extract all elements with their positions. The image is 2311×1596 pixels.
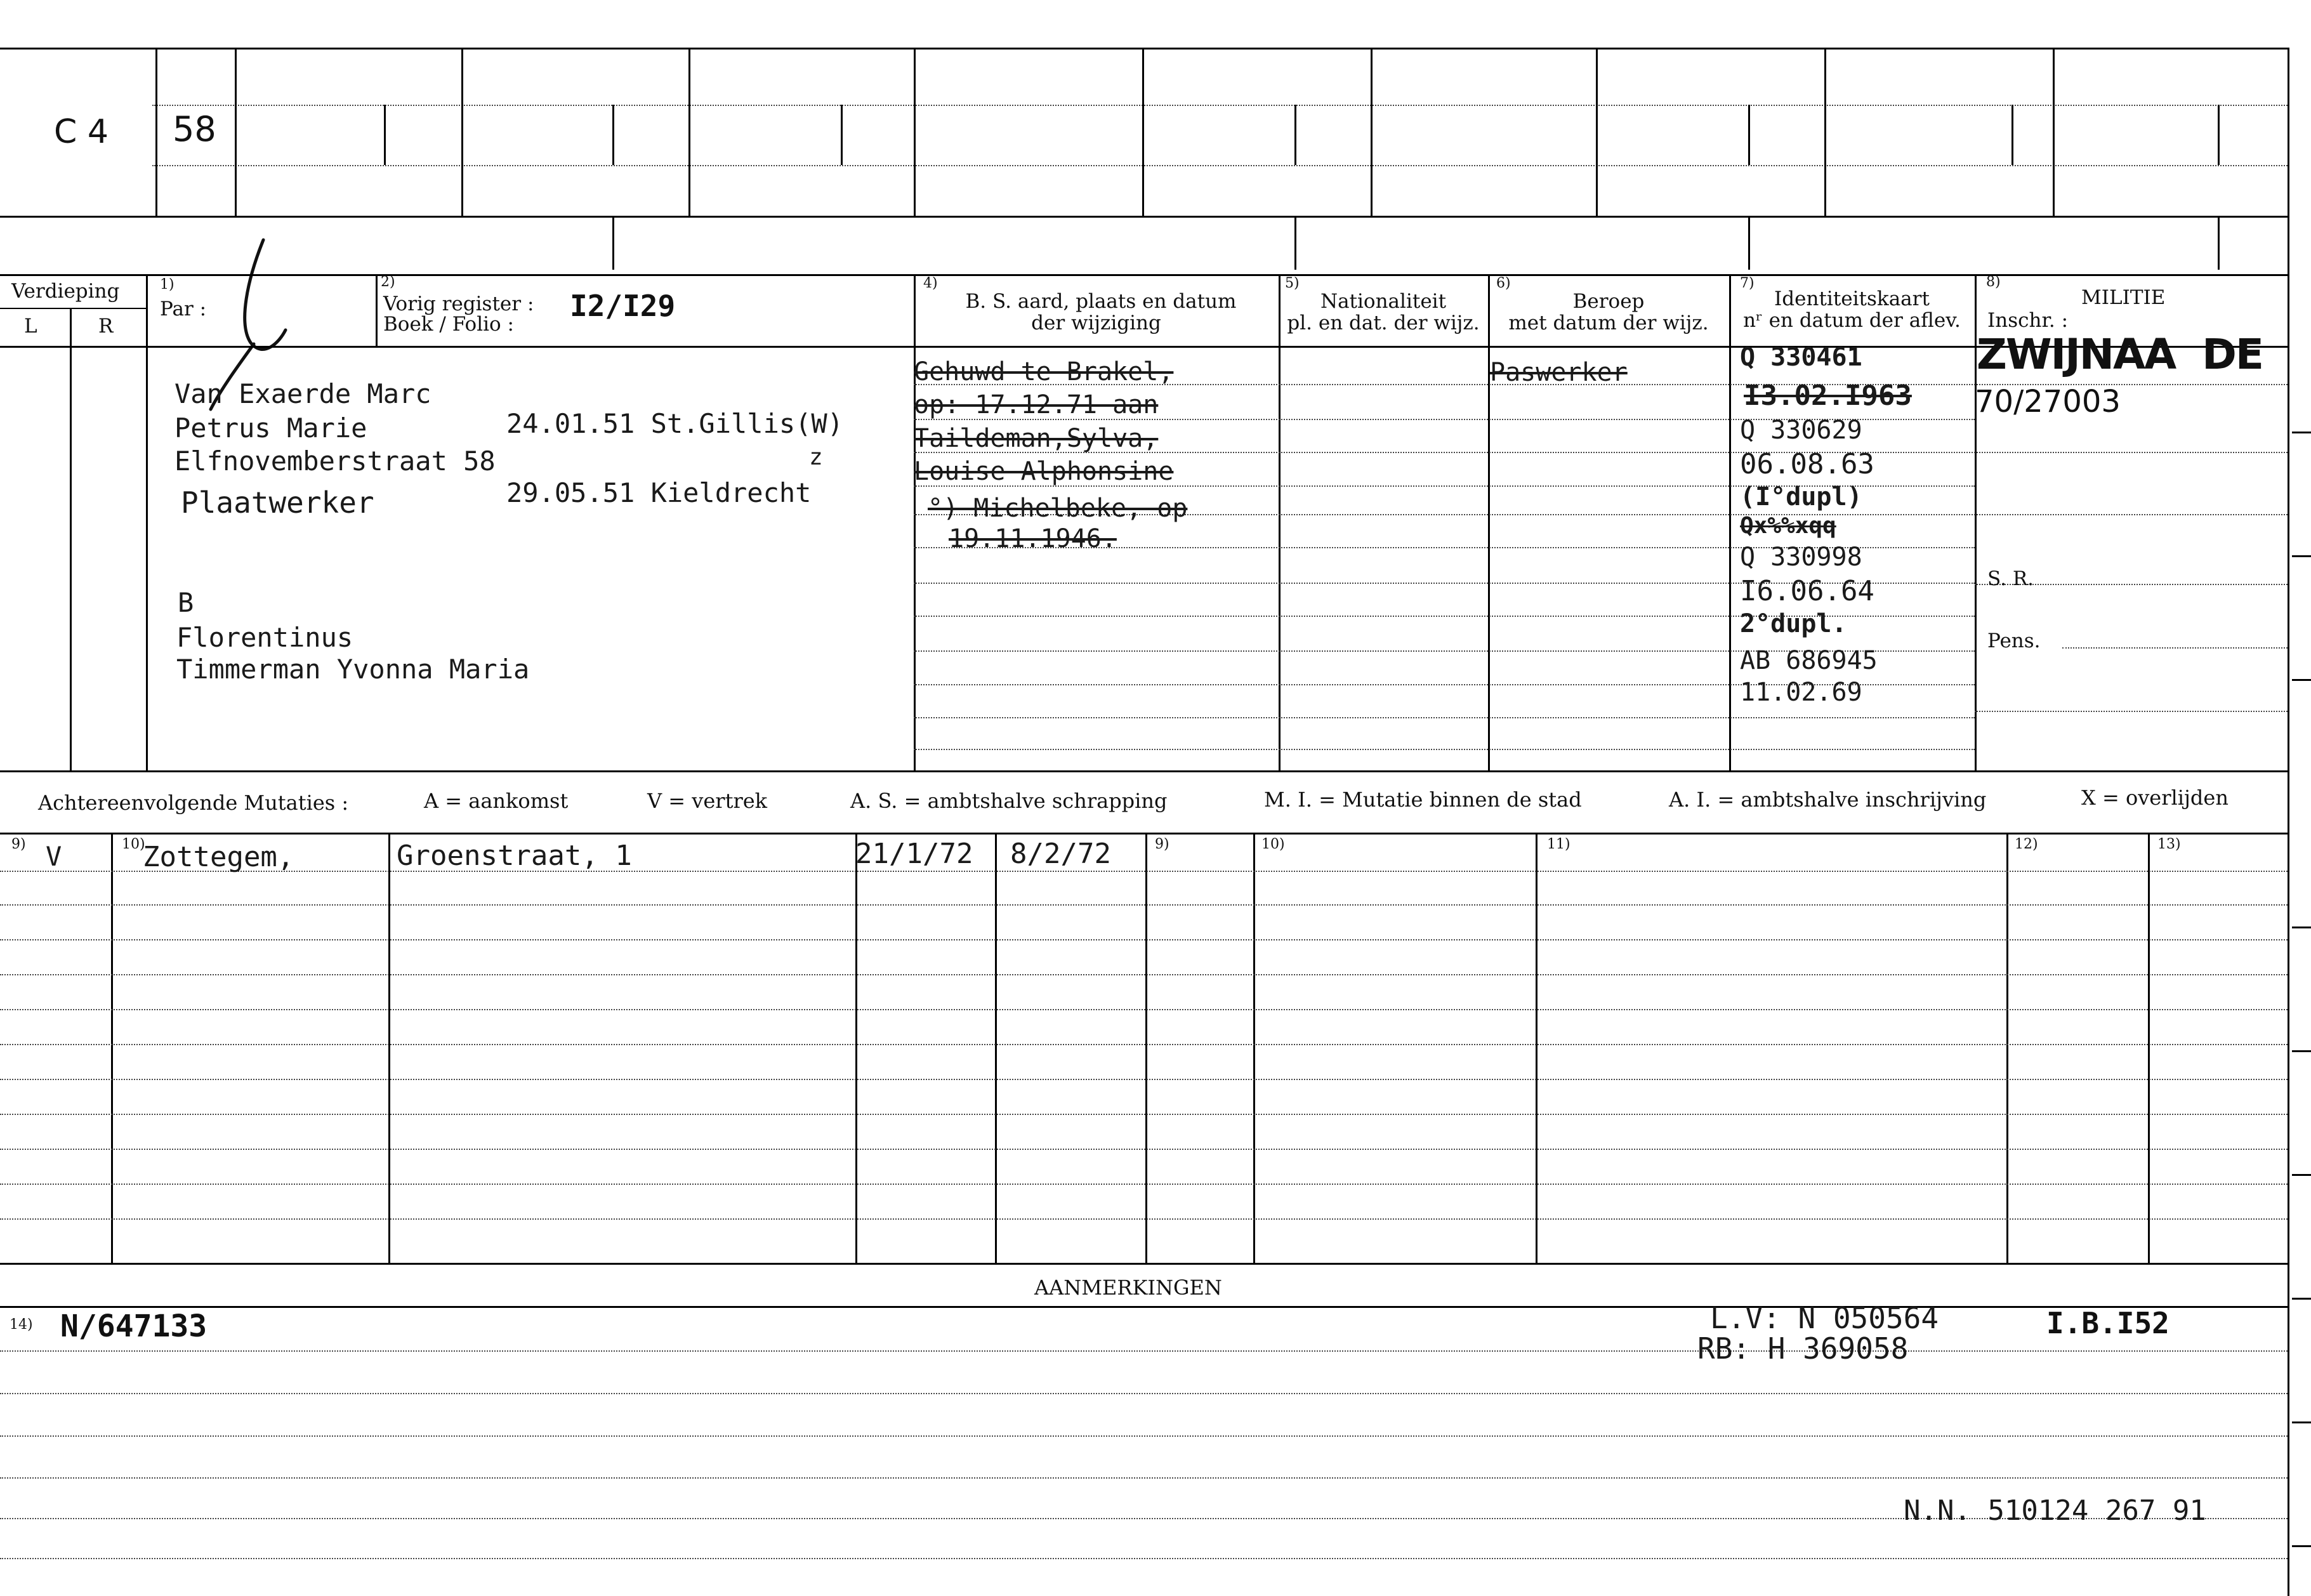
beroep-label-1: Beroep bbox=[1572, 290, 1645, 313]
legend-aankomst: A = aankomst bbox=[424, 789, 569, 813]
id-entry-3: Q 330629 bbox=[1740, 416, 1862, 445]
id-entry-1: Q 330461 bbox=[1740, 343, 1862, 372]
legend-overlijden: X = overlijden bbox=[2081, 786, 2229, 810]
mutaties-label: Achtereenvolgende Mutaties : bbox=[38, 791, 349, 815]
bs-line-5: °) Michelbeke, op bbox=[928, 494, 1188, 523]
id-label-2: nʳ en datum der aflev. bbox=[1743, 309, 1961, 332]
militie-num: 8) bbox=[1986, 274, 2001, 290]
verdieping-label: Verdieping bbox=[11, 280, 120, 303]
legend-inschrijving: A. I. = ambtshalve inschrijving bbox=[1669, 788, 1987, 812]
col-num-10a: 10) bbox=[122, 836, 145, 852]
id-label-1: Identiteitskaart bbox=[1774, 287, 1930, 310]
legend-schrapping: A. S. = ambtshalve schrapping bbox=[850, 789, 1168, 813]
aanmerkingen-number: N/647133 bbox=[60, 1309, 207, 1344]
aanmerkingen-ib: I.B.I52 bbox=[2046, 1306, 2169, 1340]
bs-line-6: 19.11.1946. bbox=[949, 524, 1117, 553]
person-z: z bbox=[809, 444, 823, 470]
pens-label: Pens. bbox=[1987, 630, 2041, 652]
person-address: Elfnovemberstraat 58 bbox=[174, 445, 496, 477]
bs-num: 4) bbox=[923, 275, 938, 291]
id-entry-5: (I°dupl) bbox=[1740, 482, 1862, 511]
person-firstnames: Petrus Marie bbox=[174, 412, 367, 444]
col-num-14: 14) bbox=[10, 1317, 33, 1333]
militie-label: MILITIE bbox=[2081, 286, 2166, 309]
vorig-label: Vorig register : bbox=[383, 293, 534, 315]
sr-label: S. R. bbox=[1987, 567, 2034, 590]
bs-line-4: Louise Alphonsine bbox=[914, 457, 1174, 486]
id-entry-4: 06.08.63 bbox=[1740, 448, 1874, 480]
mutation-datum1: 21/1/72 bbox=[855, 838, 973, 870]
aanmerkingen-rb: RB: H 369058 bbox=[1697, 1331, 1909, 1366]
col-num-9a: 9) bbox=[11, 836, 26, 852]
par-num: 1) bbox=[160, 277, 174, 293]
id-entry-10: AB 686945 bbox=[1740, 646, 1878, 675]
person-birth: 24.01.51 St.Gillis(W) bbox=[506, 408, 844, 439]
id-entry-2: I3.02.I963 bbox=[1744, 379, 1912, 412]
person-date-place: 29.05.51 Kieldrecht bbox=[506, 477, 812, 508]
vorig-num: 2) bbox=[381, 274, 395, 290]
legend-vertrek: V = vertrek bbox=[647, 789, 768, 813]
bs-label-1: B. S. aard, plaats en datum bbox=[965, 290, 1237, 313]
aanmerkingen-lv: L.V: N 050564 bbox=[1710, 1301, 1939, 1335]
legend-mutatie: M. I. = Mutatie binnen de stad bbox=[1264, 788, 1582, 812]
militie-stamp: ZWIJNAA DE bbox=[1977, 330, 2263, 379]
id-num: 7) bbox=[1740, 275, 1755, 291]
boek-label: Boek / Folio : bbox=[383, 313, 514, 336]
person-b: B bbox=[178, 587, 194, 618]
militie-number: 70/27003 bbox=[1975, 384, 2121, 419]
person-mother: Timmerman Yvonna Maria bbox=[176, 654, 530, 685]
col-r-label: R bbox=[98, 315, 114, 338]
nat-label-1: Nationaliteit bbox=[1320, 290, 1447, 313]
nat-label-2: pl. en dat. der wijz. bbox=[1287, 312, 1480, 334]
col-num-13b: 13) bbox=[2157, 836, 2181, 852]
id-entry-6: Qx%%xqq bbox=[1740, 513, 1836, 539]
bs-line-2: op: 17.12.71 aan bbox=[914, 390, 1159, 419]
aanmerkingen-nn: N.N. 510124 267 91 bbox=[1904, 1494, 2206, 1527]
mutation-datum2: 8/2/72 bbox=[1010, 838, 1111, 870]
col-l-label: L bbox=[24, 315, 37, 338]
inschr-label: Inschr. : bbox=[1987, 309, 2069, 332]
id-entry-8: I6.06.64 bbox=[1740, 575, 1874, 607]
beroep-num: 6) bbox=[1496, 275, 1511, 291]
mutation-gemeente: Zottegem, bbox=[143, 841, 294, 873]
beroep-label-2: met datum der wijz. bbox=[1508, 312, 1709, 334]
mutation-type: V bbox=[46, 841, 62, 872]
person-name: Van Exaerde Marc bbox=[174, 378, 431, 409]
aanmerkingen-title: AANMERKINGEN bbox=[1034, 1276, 1222, 1300]
bs-label-2: der wijziging bbox=[1031, 312, 1161, 334]
id-entry-11: 11.02.69 bbox=[1740, 678, 1862, 707]
card-code-right: 58 bbox=[173, 109, 216, 149]
bs-line-3: Taildeman,Sylva, bbox=[914, 424, 1159, 453]
par-label: Par : bbox=[160, 298, 207, 320]
card-code-left: C 4 bbox=[54, 113, 109, 151]
id-entry-9: 2°dupl. bbox=[1740, 609, 1847, 638]
col-num-12b: 12) bbox=[2015, 836, 2038, 852]
beroep-value: Paswerker bbox=[1490, 358, 1628, 387]
col-num-10b: 10) bbox=[1261, 836, 1285, 852]
person-profession: Plaatwerker bbox=[181, 485, 374, 520]
nat-num: 5) bbox=[1285, 275, 1300, 291]
vorig-register-value: I2/I29 bbox=[570, 289, 676, 323]
col-num-9b: 9) bbox=[1155, 836, 1169, 852]
mutation-straat: Groenstraat, 1 bbox=[397, 840, 632, 872]
bs-line-1: Gehuwd te Brakel, bbox=[914, 357, 1174, 386]
col-num-11b: 11) bbox=[1547, 836, 1570, 852]
person-father: Florentinus bbox=[176, 622, 353, 653]
id-entry-7: Q 330998 bbox=[1740, 543, 1862, 572]
